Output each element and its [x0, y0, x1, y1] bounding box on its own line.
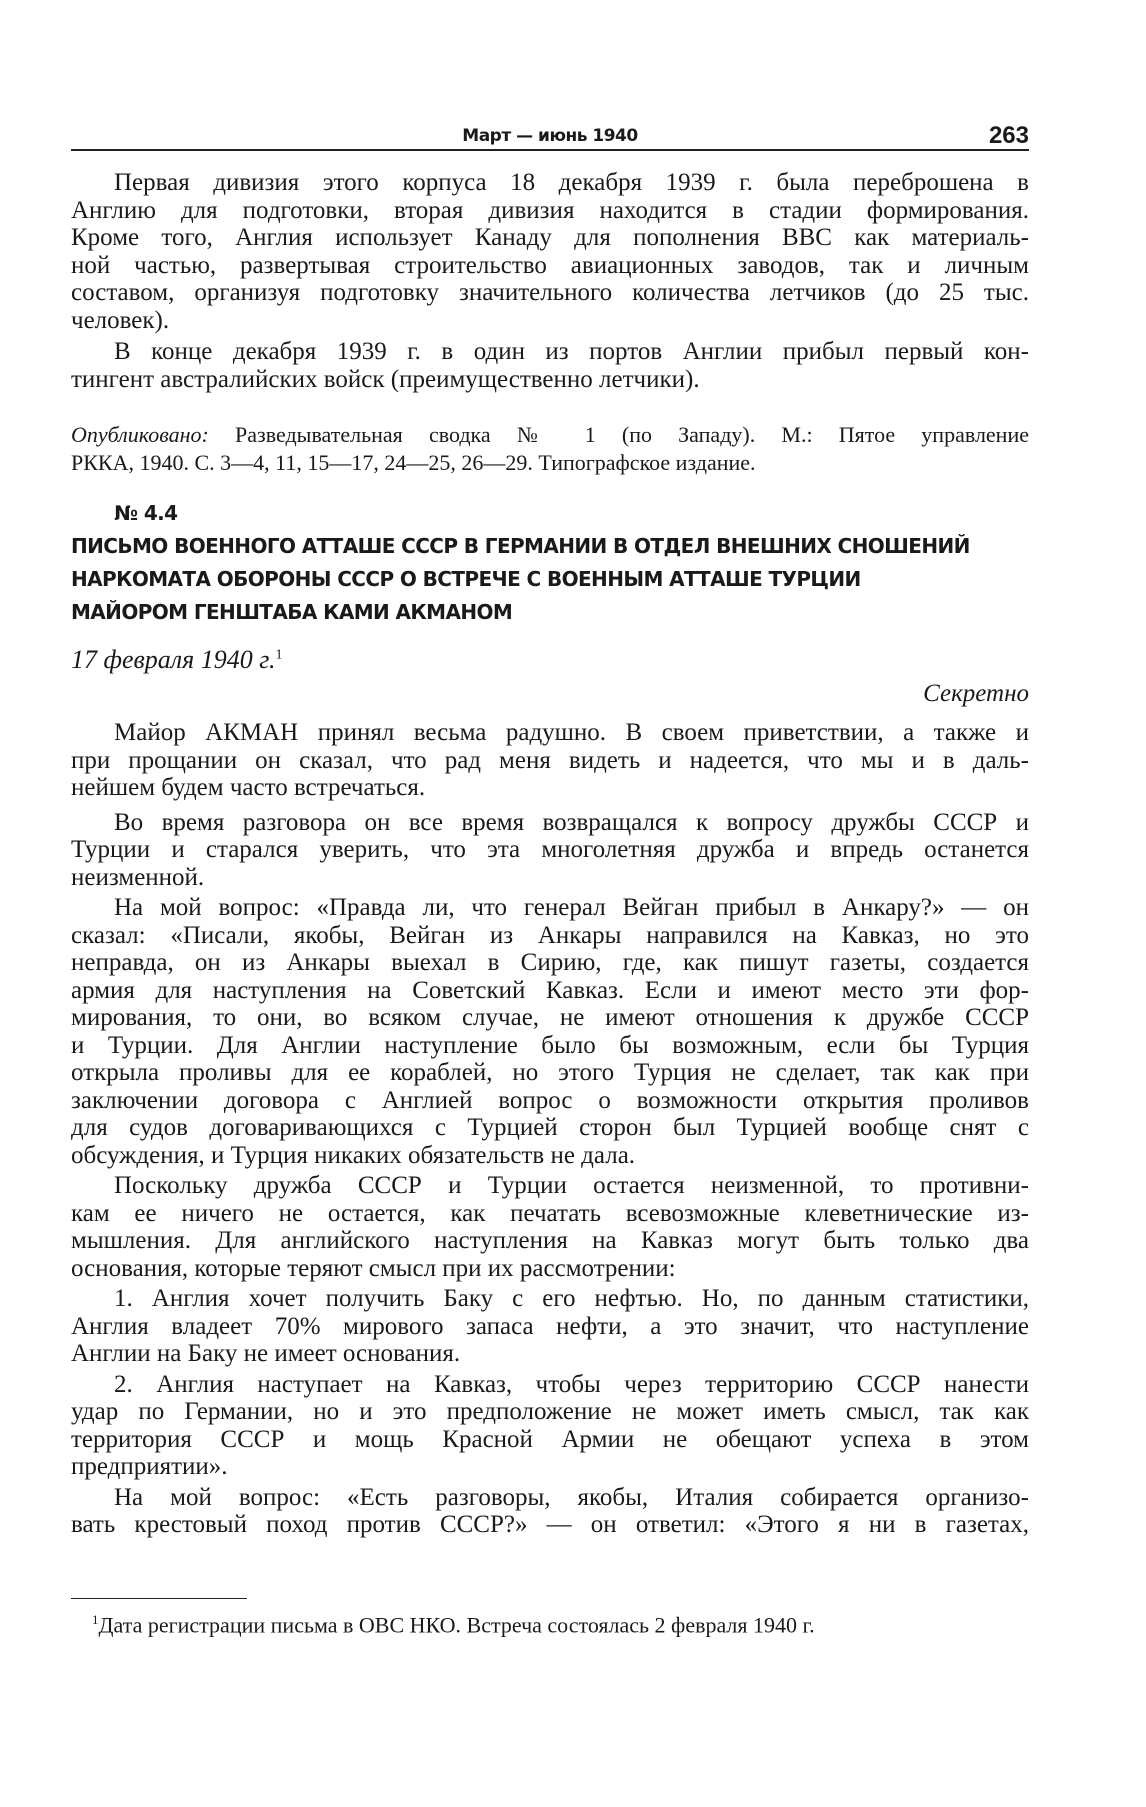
- text-line: 2. Англия наступает на Кавказ, чтобы через территорию СССР нанести: [114, 1370, 1029, 1398]
- text-line: Во время разговора он все время возвращался к вопросу дружбы СССР и: [114, 808, 1029, 836]
- text-line: человек).: [71, 306, 170, 334]
- date-text: 17 февраля 1940 г.: [71, 645, 276, 674]
- document-heading: [71, 497, 1029, 629]
- text-line: обсуждения, и Турция никаких обязательств не дала.: [71, 1141, 636, 1169]
- paragraph: [71, 1371, 1029, 1481]
- text-line: удар по Германии, но и это предположение не может иметь смысл, так как: [71, 1398, 1029, 1425]
- page-number: 263: [988, 122, 1029, 149]
- paragraph: [71, 809, 1029, 892]
- footnote-text: Дата регистрации письма в ОВС НКО. Встреча состоялась 2 февраля 1940 г.: [98, 1612, 815, 1638]
- text-line: Англию для подготовки, вторая дивизия находится в стадии формирования.: [71, 196, 1029, 224]
- source-line: [71, 421, 1029, 449]
- text-line: Кроме того, Англия использует Канаду для пополнения ВВС как материаль-: [71, 224, 1029, 251]
- classification-mark: Секретно: [923, 680, 1029, 707]
- text-line: На мой вопрос: «Правда ли, что генерал Вейган прибыл в Анкару?» — он: [114, 894, 1029, 921]
- text-line: для судов договаривающихся с Турцией сторон был Турцией вообще снят с: [71, 1114, 1029, 1141]
- text-line: На мой вопрос: «Есть разговоры, якобы, Италия собирается организо-: [114, 1483, 1029, 1511]
- footnote-ref: 1: [275, 647, 283, 663]
- paragraph: [71, 719, 1029, 802]
- footnote-mark: 1: [92, 1612, 99, 1627]
- running-header: [71, 122, 1029, 150]
- letter-body: [71, 719, 1029, 1539]
- text-line: 1. Англия хочет получить Баку с его нефтью. Но, по данным статистики,: [114, 1285, 1029, 1312]
- text-line: заключении договора с Англией вопрос о возможности открытия проливов: [71, 1086, 1029, 1114]
- running-title: Март — июнь 1940: [462, 126, 638, 146]
- source-text: Разведывательная сводка № 1 (по Западу). М.: Пятое управление: [208, 422, 1029, 447]
- document-title: [71, 530, 1029, 629]
- text-line: тингент австралийских войск (преимущественно летчики).: [71, 365, 700, 393]
- text-line: Англия владеет 70% мирового запаса нефти, а это значит, что наступление: [71, 1312, 1029, 1340]
- text-line: составом, организуя подготовку значительного количества летчиков (до 25 тыс.: [71, 279, 1029, 306]
- text-line: нейшем будем часто встречаться.: [71, 774, 426, 801]
- paragraph: [71, 169, 1029, 334]
- text-line: при прощании он сказал, что рад меня видеть и надеется, что мы и в даль-: [71, 746, 1029, 774]
- footnote-rule: [71, 1598, 247, 1599]
- footnote: [92, 1612, 815, 1638]
- text-line: кам ее ничего не остается, как печатать всевозможные клеветнические из-: [71, 1199, 1029, 1227]
- paragraph: [71, 1172, 1029, 1282]
- text-line: основания, которые теряют смысл при их рассмотрении:: [71, 1254, 676, 1282]
- text-line: сказал: «Писали, якобы, Вейган из Анкары направился на Кавказ, но это: [71, 921, 1029, 949]
- source-line: РККА, 1940. С. 3—4, 11, 15—17, 24—25, 26—29. Типографское издание.: [71, 449, 756, 475]
- intro-text: [71, 169, 1029, 393]
- text-line: Турции и старался уверить, что эта многолетняя дружба и впредь останется: [71, 836, 1029, 863]
- text-line: Майор АКМАН принял весьма радушно. В своем приветствии, а также и: [114, 719, 1029, 746]
- paragraph: [71, 338, 1029, 393]
- header-rule: [71, 149, 1029, 151]
- source-note: [71, 421, 1029, 476]
- text-line: Англии на Баку не имеет основания.: [71, 1340, 461, 1367]
- text-line: Первая дивизия этого корпуса 18 декабря 1939 г. была переброшена в: [114, 169, 1029, 196]
- text-line: предприятии».: [71, 1453, 228, 1480]
- text-line: ной частью, развертывая строительство авиационных заводов, так и личным: [71, 251, 1029, 279]
- paragraph: [71, 1484, 1029, 1539]
- text-line: армия для наступления на Советский Кавказ. Если и имеют место эти фор-: [71, 976, 1029, 1004]
- text-line: мышления. Для английского наступления на Кавказ могут быть только два: [71, 1227, 1029, 1254]
- text-line: неизменной.: [71, 863, 205, 891]
- text-line: вать крестовый поход против СССР?» — он ответил: «Этого я ни в газетах,: [71, 1511, 1029, 1538]
- paragraph: [71, 1285, 1029, 1368]
- source-label: Опубликовано:: [71, 422, 209, 447]
- paragraph: [71, 894, 1029, 1169]
- text-line: территория СССР и мощь Красной Армии не обещают успеха в этом: [71, 1425, 1029, 1453]
- document-date: [71, 645, 1029, 675]
- text-line: и Турции. Для Англии наступление было бы возможным, если бы Турция: [71, 1031, 1029, 1059]
- text-line: неправда, он из Анкары выехал в Сирию, где, как пишут газеты, создается: [71, 949, 1029, 976]
- title-line: ПИСЬМО ВОЕННОГО АТТАШЕ СССР В ГЕРМАНИИ В ОТДЕЛ ВНЕШНИХ СНОШЕНИЙ: [71, 534, 970, 558]
- document-number: № 4.4: [114, 501, 178, 525]
- text-line: открыла проливы для ее кораблей, но этого Турция не сделает, так как при: [71, 1059, 1029, 1086]
- title-line: МАЙОРОМ ГЕНШТАБА КАМИ АКМАНОМ: [71, 600, 513, 624]
- text-line: Поскольку дружба СССР и Турции остается неизменной, то противни-: [114, 1172, 1029, 1199]
- text-line: мирования, то они, во всяком случае, не имеют отношения к дружбе СССР: [71, 1004, 1029, 1031]
- text-line: В конце декабря 1939 г. в один из портов Англии прибыл первый кон-: [114, 338, 1029, 365]
- title-line: НАРКОМАТА ОБОРОНЫ СССР О ВСТРЕЧЕ С ВОЕННЫМ АТТАШЕ ТУРЦИИ: [71, 567, 861, 591]
